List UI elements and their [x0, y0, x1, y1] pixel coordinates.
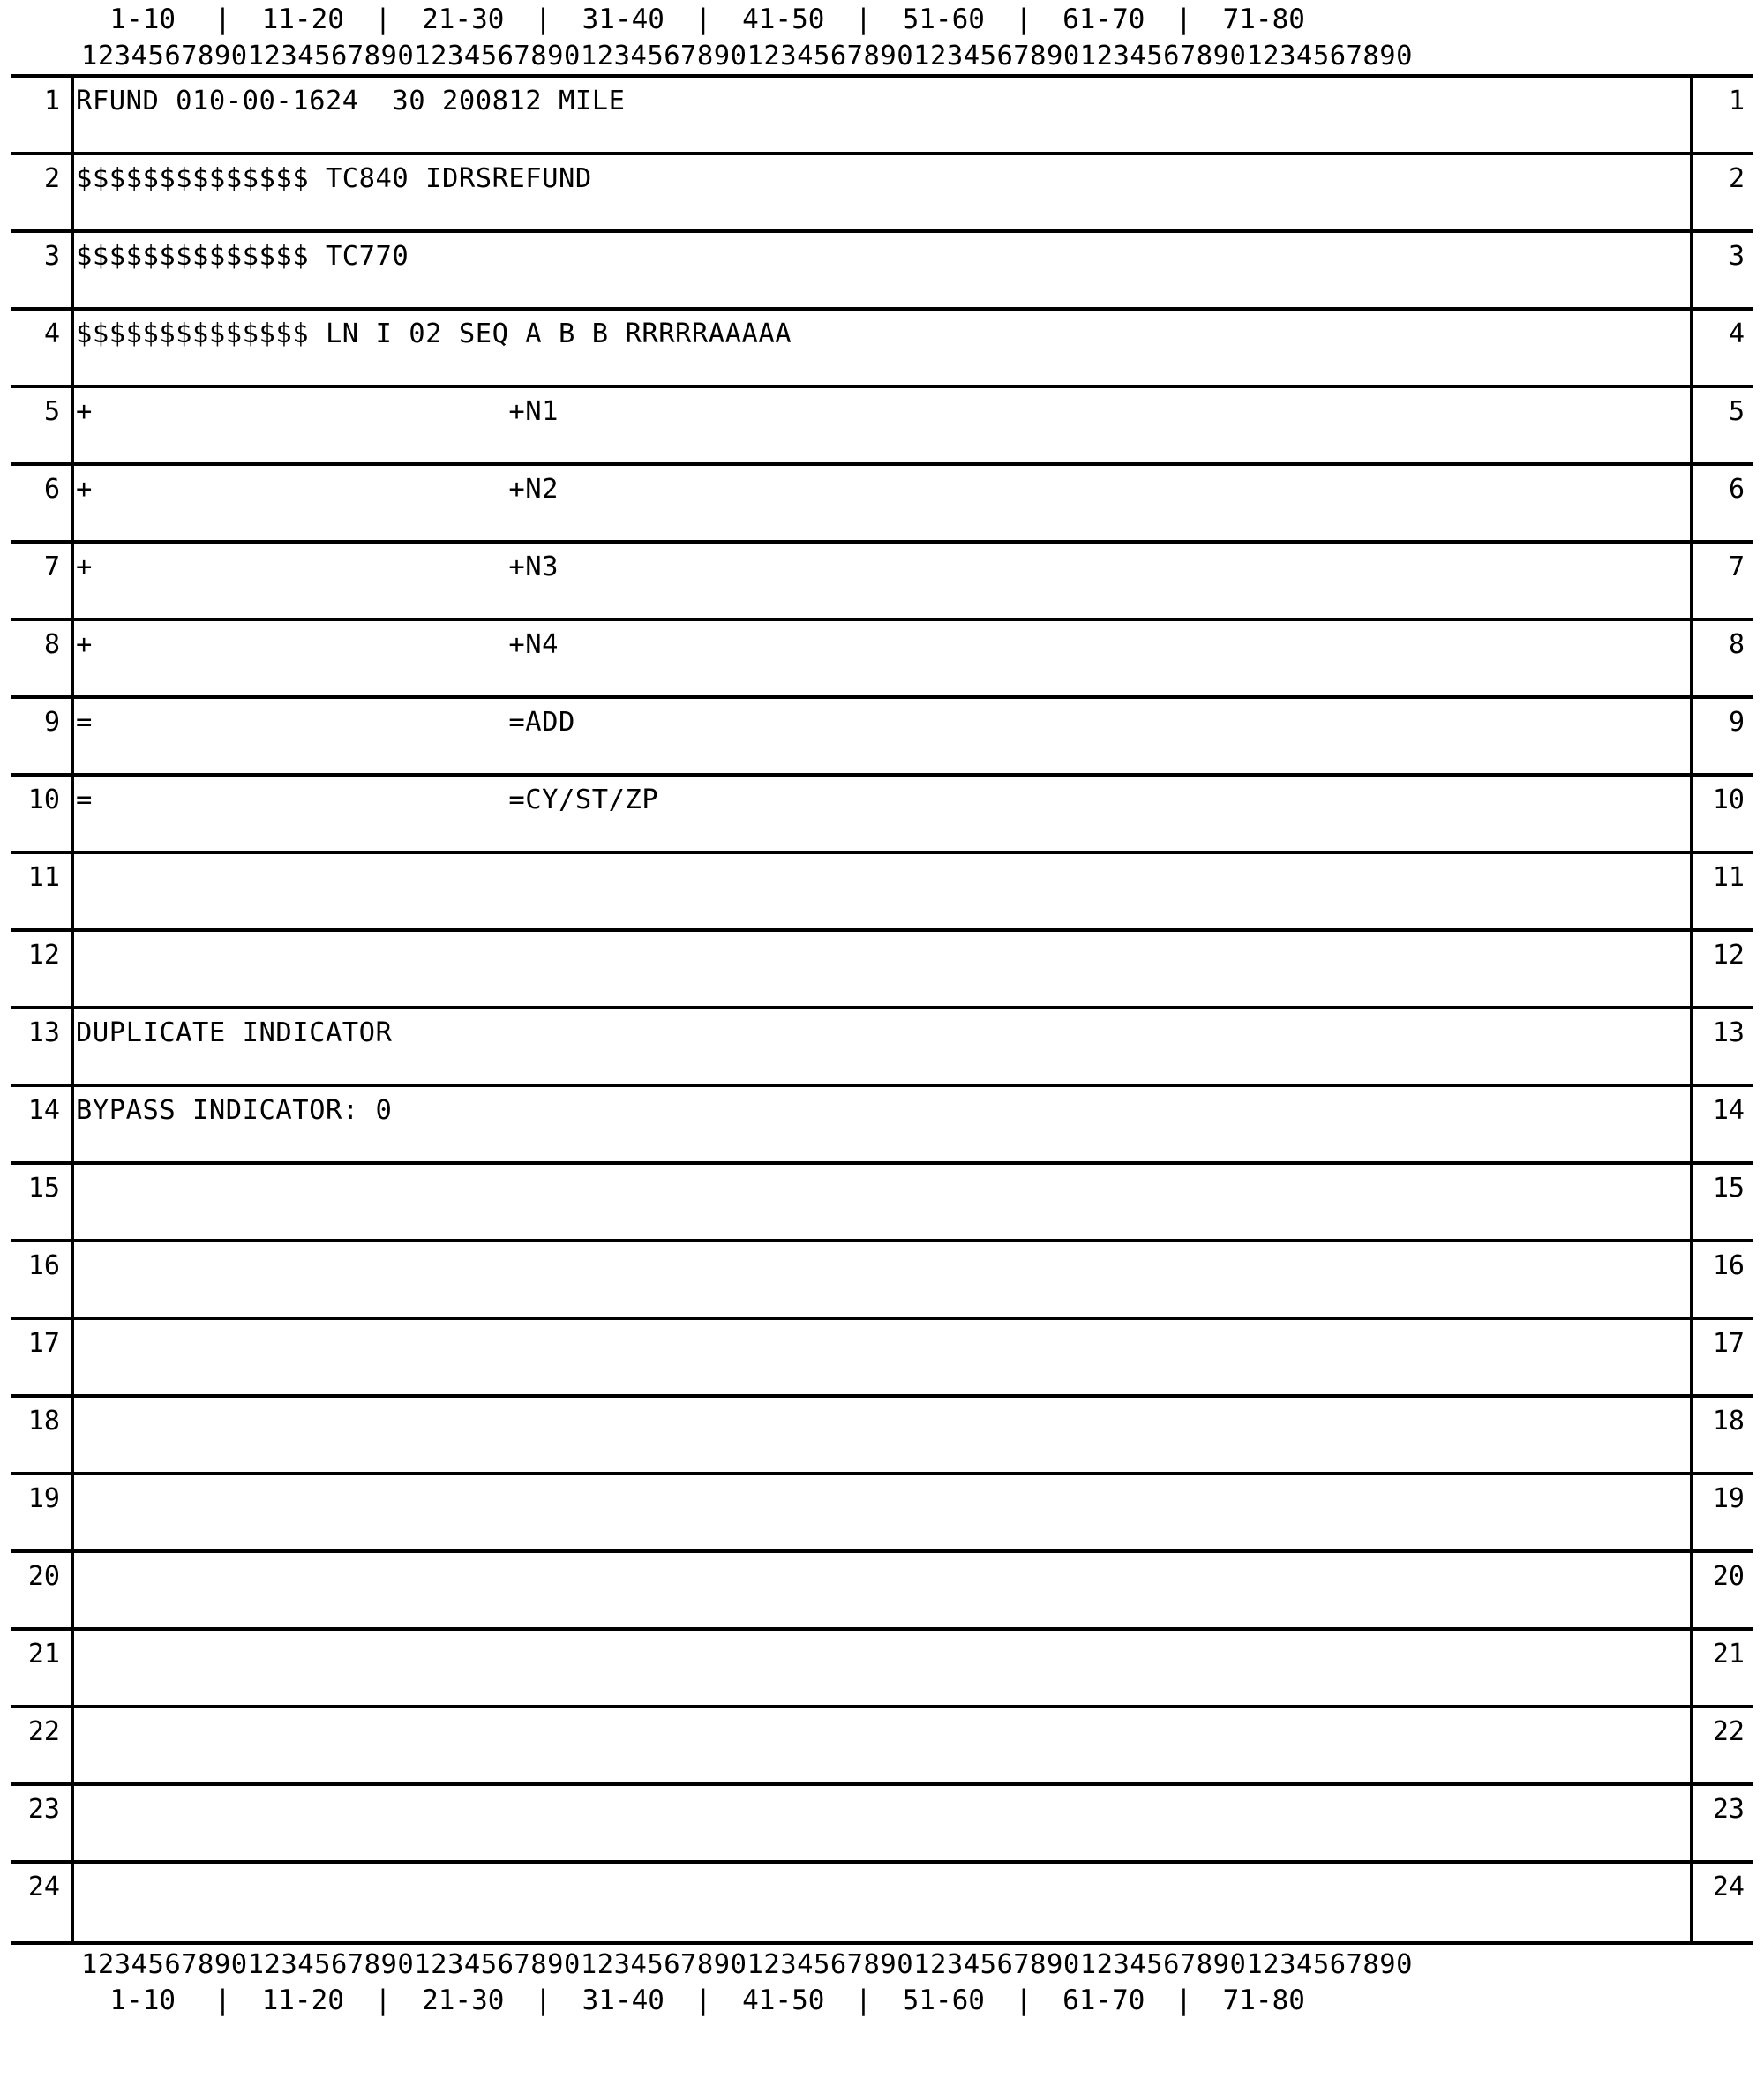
screen-row [11, 155, 1753, 233]
column-group-label: 41-50 [742, 4, 825, 35]
row-number-right: 13 [1690, 1009, 1753, 1084]
screen-row [11, 1009, 1753, 1087]
row-number-right: 24 [1690, 1864, 1753, 1941]
column-group-separator: | [1015, 4, 1032, 35]
screen-row-grid [11, 74, 1753, 1945]
column-group-separator: | [374, 1985, 392, 2016]
row-content[interactable] [74, 1475, 1690, 1549]
bottom-column-digit-ruler: 12345678901234567890123456789012345678901234567890123456789012345678901234567890 [81, 1949, 1414, 1980]
column-group-label: 31-40 [582, 1985, 664, 2016]
row-content[interactable] [74, 1320, 1690, 1394]
row-number-left: 6 [11, 466, 74, 540]
row-number-left: 14 [11, 1087, 74, 1161]
screen-row [11, 311, 1753, 388]
row-number-right: 22 [1690, 1708, 1753, 1782]
row-number-left: 20 [11, 1553, 74, 1627]
screen-row [11, 1708, 1753, 1786]
screen-row [11, 1553, 1753, 1631]
column-group-label: 1-10 [109, 4, 176, 35]
column-group-label: 71-80 [1222, 4, 1305, 35]
row-number-right: 2 [1690, 155, 1753, 229]
column-group-separator: | [694, 1985, 712, 2016]
row-number-left: 24 [11, 1864, 74, 1941]
column-group-separator: | [214, 4, 231, 35]
row-number-left: 8 [11, 621, 74, 695]
row-number-left: 13 [11, 1009, 74, 1084]
row-number-right: 10 [1690, 777, 1753, 851]
row-number-left: 23 [11, 1786, 74, 1860]
screen-row [11, 233, 1753, 311]
row-number-right: 6 [1690, 466, 1753, 540]
row-number-left: 5 [11, 388, 74, 462]
row-number-left: 22 [11, 1708, 74, 1782]
screen-row [11, 1864, 1753, 1941]
column-group-separator: | [374, 4, 392, 35]
screen-row [11, 1165, 1753, 1242]
row-content[interactable] [74, 932, 1690, 1006]
column-group-label: 1-10 [109, 1985, 176, 2016]
screen-row [11, 1786, 1753, 1864]
row-content[interactable]: $$$$$$$$$$$$$$ LN I 02 SEQ A B B RRRRRAAAAA [76, 319, 792, 349]
column-group-label: 61-70 [1062, 4, 1145, 35]
column-group-separator: | [855, 4, 872, 35]
column-group-label: 41-50 [742, 1985, 825, 2016]
row-content[interactable] [74, 854, 1690, 928]
column-group-label: 11-20 [261, 1985, 344, 2016]
row-number-right: 9 [1690, 699, 1753, 773]
screen-row [11, 388, 1753, 466]
row-number-left: 16 [11, 1242, 74, 1317]
screen-row [11, 621, 1753, 699]
row-content[interactable] [74, 1864, 1690, 1941]
screen-row [11, 544, 1753, 621]
row-content[interactable] [74, 1708, 1690, 1782]
row-content[interactable]: BYPASS INDICATOR: 0 [76, 1095, 393, 1126]
screen-row [11, 932, 1753, 1009]
row-content[interactable] [74, 1553, 1690, 1627]
row-content[interactable]: $$$$$$$$$$$$$$ TC770 [76, 241, 409, 272]
row-number-left: 2 [11, 155, 74, 229]
column-group-label: 71-80 [1222, 1985, 1305, 2016]
column-group-label: 21-30 [422, 1985, 505, 2016]
row-number-left: 21 [11, 1631, 74, 1705]
row-content[interactable] [74, 1631, 1690, 1705]
row-content[interactable]: DUPLICATE INDICATOR [76, 1017, 393, 1048]
row-content[interactable]: + +N3 [76, 552, 559, 582]
row-number-left: 4 [11, 311, 74, 385]
top-column-group-ruler [0, 0, 1764, 39]
column-group-separator: | [1175, 1985, 1192, 2016]
column-group-label: 61-70 [1062, 1985, 1145, 2016]
screen-row [11, 699, 1753, 777]
row-content[interactable]: + +N1 [76, 396, 559, 427]
row-number-left: 17 [11, 1320, 74, 1394]
row-number-left: 11 [11, 854, 74, 928]
row-number-left: 12 [11, 932, 74, 1006]
column-group-label: 21-30 [422, 4, 505, 35]
screen-row [11, 1242, 1753, 1320]
row-number-left: 7 [11, 544, 74, 618]
screen-row [11, 466, 1753, 544]
row-number-right: 17 [1690, 1320, 1753, 1394]
row-number-right: 20 [1690, 1553, 1753, 1627]
row-number-left: 9 [11, 699, 74, 773]
row-number-right: 21 [1690, 1631, 1753, 1705]
row-content[interactable]: + +N2 [76, 474, 559, 505]
column-group-label: 11-20 [261, 4, 344, 35]
top-column-digit-ruler: 12345678901234567890123456789012345678901234567890123456789012345678901234567890 [81, 41, 1414, 71]
column-group-separator: | [214, 1985, 231, 2016]
row-number-right: 8 [1690, 621, 1753, 695]
row-number-right: 18 [1690, 1398, 1753, 1472]
row-number-left: 1 [11, 78, 74, 152]
row-content[interactable]: $$$$$$$$$$$$$$ TC840 IDRSREFUND [76, 163, 592, 194]
row-number-right: 7 [1690, 544, 1753, 618]
row-number-right: 19 [1690, 1475, 1753, 1549]
screen-row [11, 777, 1753, 854]
column-group-separator: | [855, 1985, 872, 2016]
bottom-column-group-ruler [0, 1982, 1764, 2019]
row-number-right: 14 [1690, 1087, 1753, 1161]
screen-row [11, 78, 1753, 155]
screen-row [11, 1475, 1753, 1553]
row-number-right: 3 [1690, 233, 1753, 307]
screen-row [11, 1320, 1753, 1398]
row-number-left: 18 [11, 1398, 74, 1472]
row-content[interactable] [74, 1398, 1690, 1472]
row-content[interactable] [74, 1786, 1690, 1860]
row-number-right: 15 [1690, 1165, 1753, 1239]
row-content[interactable]: = =CY/ST/ZP [76, 784, 659, 815]
screen-row [11, 1631, 1753, 1708]
row-number-right: 1 [1690, 78, 1753, 152]
row-number-right: 4 [1690, 311, 1753, 385]
screen-row [11, 1087, 1753, 1165]
row-number-right: 23 [1690, 1786, 1753, 1860]
row-number-left: 19 [11, 1475, 74, 1549]
column-group-separator: | [535, 4, 552, 35]
row-number-left: 3 [11, 233, 74, 307]
row-number-left: 15 [11, 1165, 74, 1239]
row-number-left: 10 [11, 777, 74, 851]
row-number-right: 12 [1690, 932, 1753, 1006]
column-group-label: 51-60 [902, 4, 985, 35]
screen-row [11, 1398, 1753, 1475]
column-group-separator: | [1015, 1985, 1032, 2016]
row-content[interactable]: = =ADD [76, 707, 575, 738]
row-content[interactable] [74, 1242, 1690, 1317]
row-number-right: 16 [1690, 1242, 1753, 1317]
row-number-right: 5 [1690, 388, 1753, 462]
column-group-separator: | [535, 1985, 552, 2016]
row-content[interactable] [74, 1165, 1690, 1239]
row-number-right: 11 [1690, 854, 1753, 928]
column-group-separator: | [1175, 4, 1192, 35]
column-group-separator: | [694, 4, 712, 35]
column-group-label: 51-60 [902, 1985, 985, 2016]
row-content[interactable]: + +N4 [76, 629, 559, 660]
column-group-label: 31-40 [582, 4, 664, 35]
screen-row [11, 854, 1753, 932]
row-content[interactable]: RFUND 010-00-1624 30 200812 MILE [76, 86, 626, 116]
